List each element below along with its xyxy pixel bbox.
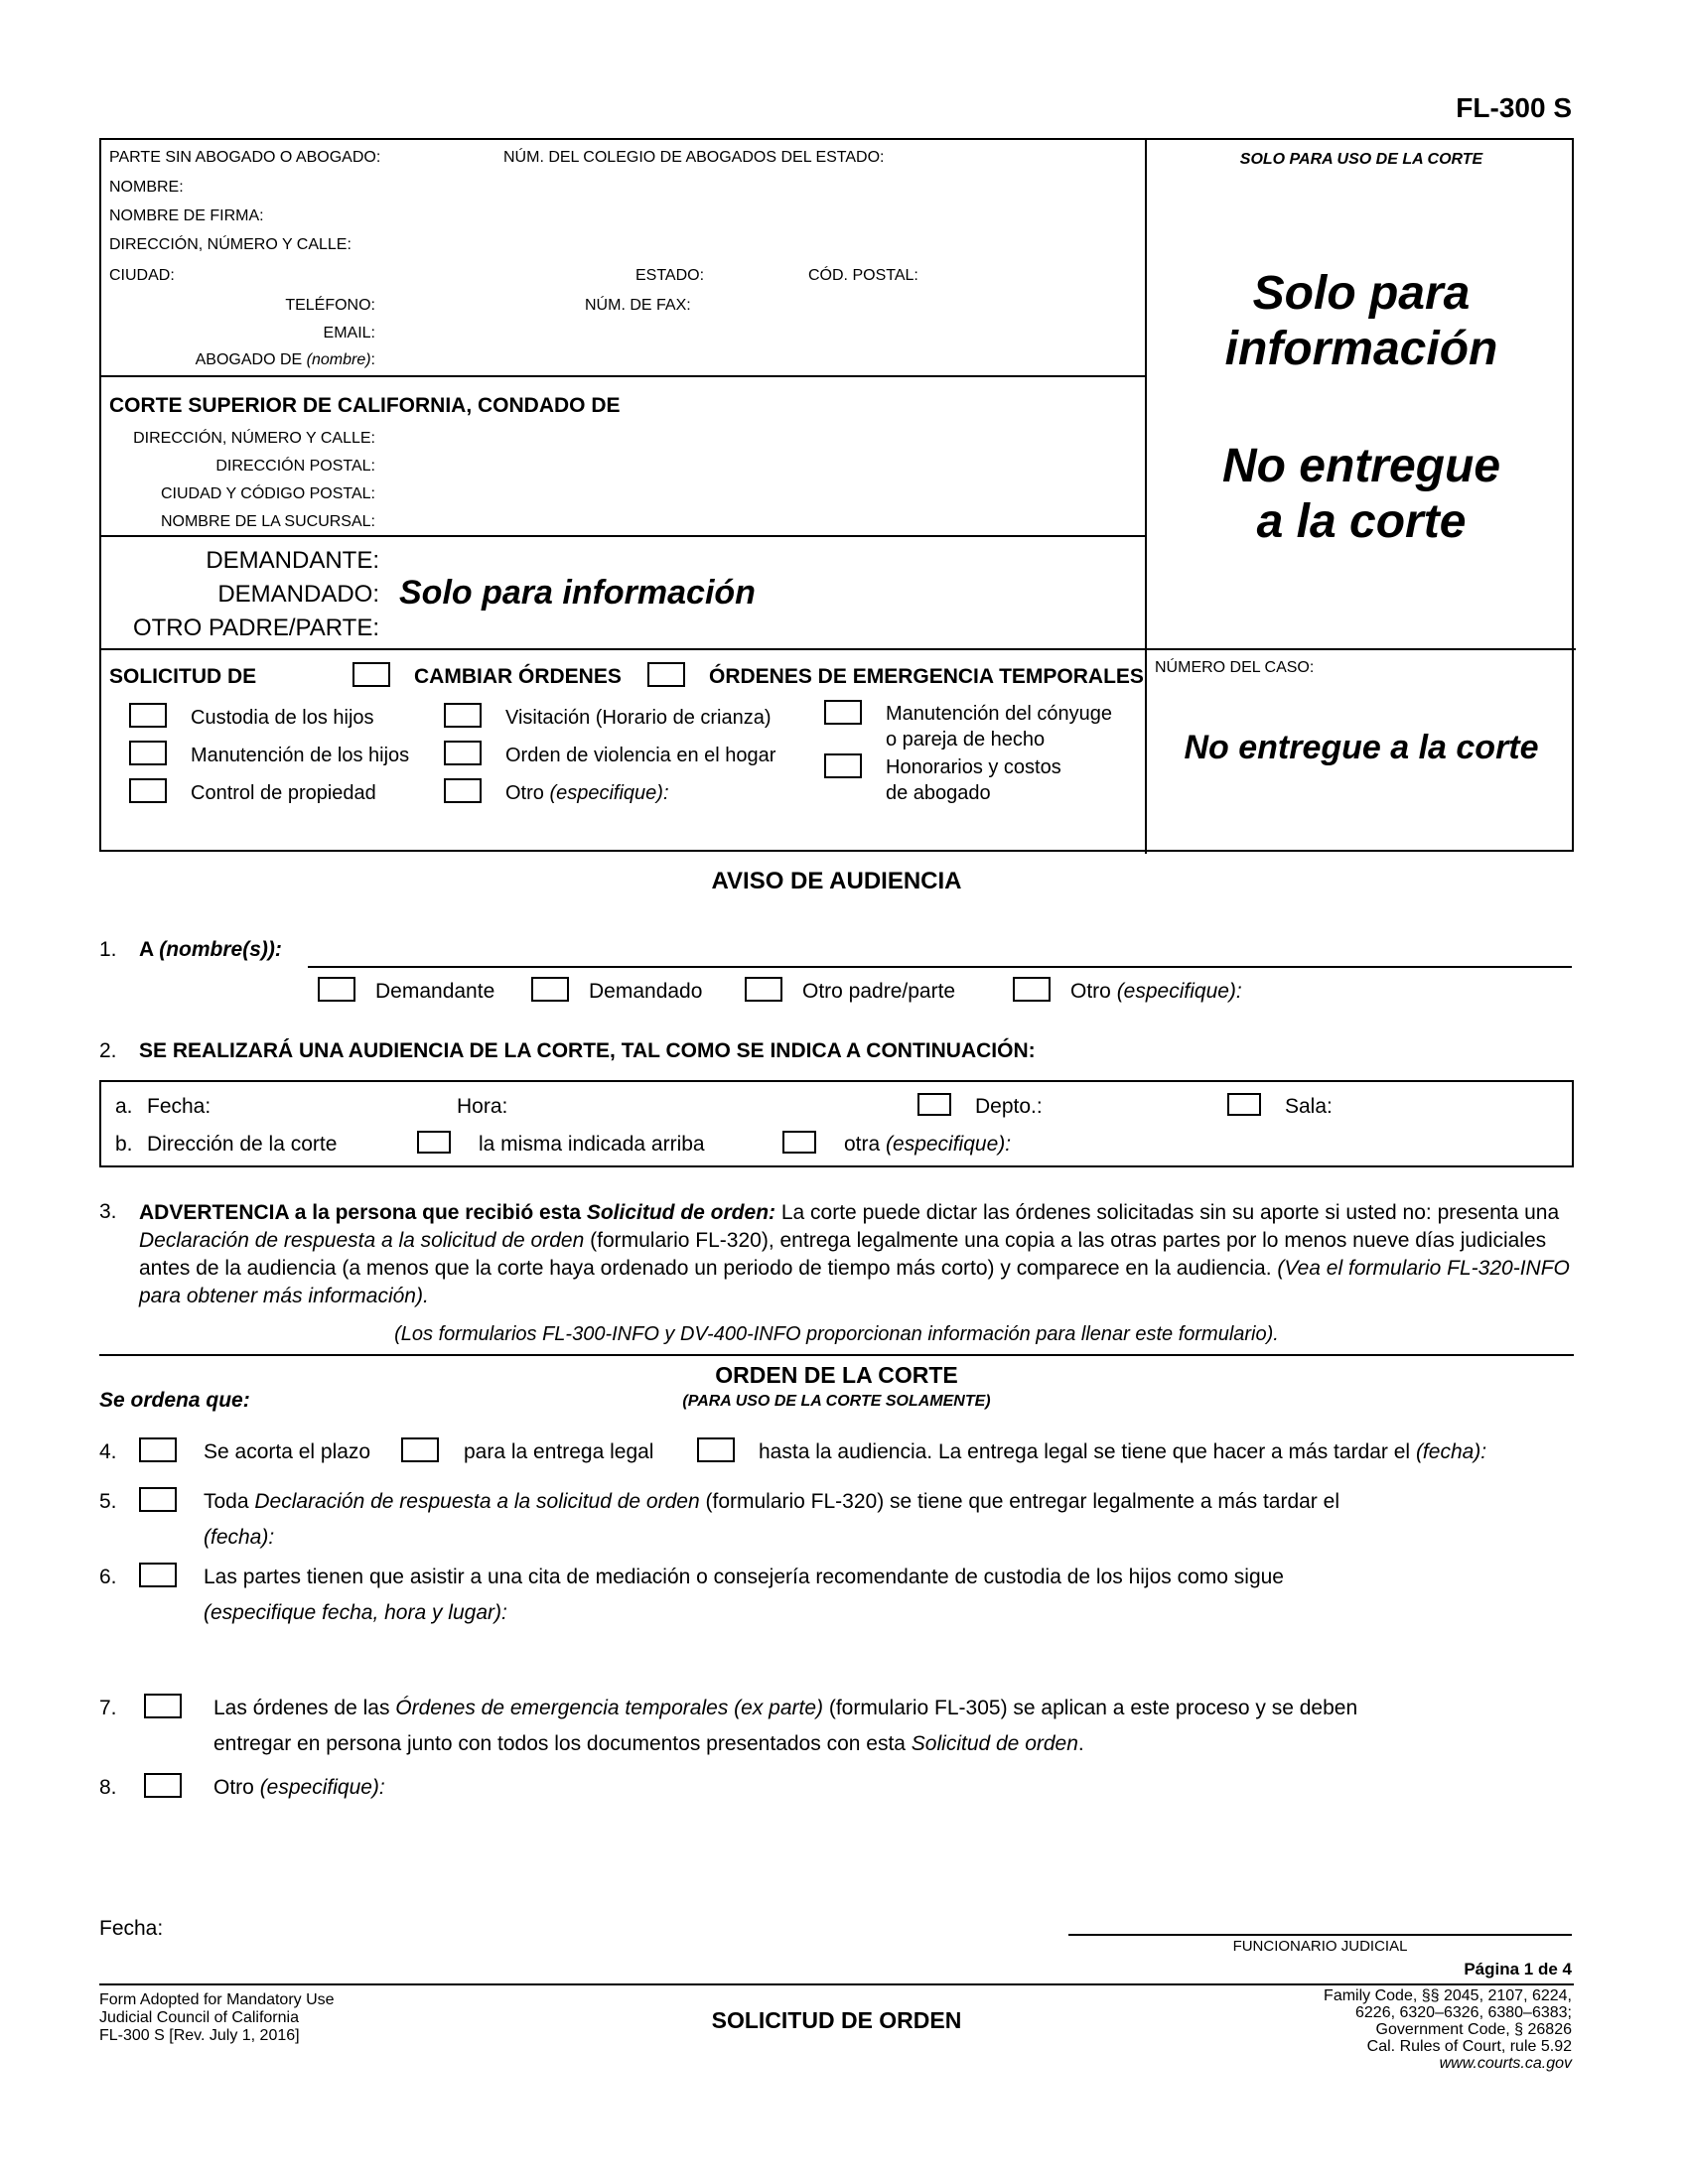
item4-hearing-checkbox[interactable] xyxy=(697,1437,735,1462)
item3-warning-text: ADVERTENCIA a la persona que recibió esta Solicitud de orden: La corte puede dictar las órdenes solicitadas sin su aporte si usted no: presenta una Declaración de respuesta a la solicitud de orden (formulario FL-320), entrega legalmente una copia a las otras partes por lo menos nueve días judiciales antes de la audiencia (a menos que la corte haya ordenado un periodo de tiempo más corto) y comparece en la audiencia. (Vea el formulario FL-320-INFO para obtener más información). xyxy=(139,1201,1570,1307)
visitation-label: Visitación (Horario de crianza) xyxy=(505,707,772,729)
court-street-label: DIRECCIÓN, NÚMERO Y CALLE: xyxy=(133,430,375,447)
property-control-label: Control de propiedad xyxy=(191,782,376,804)
court-order-title: ORDEN DE LA CORTE xyxy=(715,1362,958,1388)
footer-codes-line2: 6226, 6320–6326, 6380–6383; xyxy=(1355,2004,1572,2021)
court-order-subtitle: (PARA USO DE LA CORTE SOLAMENTE) xyxy=(682,1393,991,1410)
info-only-stamp-line2: información xyxy=(1224,323,1498,375)
dept-label: Depto.: xyxy=(975,1095,1043,1118)
case-number-label: NÚMERO DEL CASO: xyxy=(1155,659,1315,676)
it-is-ordered-label: Se ordena que: xyxy=(99,1389,250,1412)
request-other-label: Otro (especifique): xyxy=(505,782,669,804)
visitation-checkbox[interactable] xyxy=(444,703,482,728)
page-indicator: Página 1 de 4 xyxy=(1464,1960,1572,1979)
info-only-stamp-line1: Solo para xyxy=(1252,267,1471,320)
do-not-file-stamp-case: No entregue a la corte xyxy=(1184,729,1539,766)
spousal-support-label-line1: Manutención del cónyuge xyxy=(886,703,1112,725)
room-label: Sala: xyxy=(1285,1095,1333,1118)
item6-text: Las partes tienen que asistir a una cita de mediación o consejería recomendante de custodia de los hijos como sigue xyxy=(204,1566,1284,1588)
firm-name-label: NOMBRE DE FIRMA: xyxy=(109,207,264,224)
dv-order-checkbox[interactable] xyxy=(444,741,482,765)
judicial-officer-signature-line[interactable] xyxy=(1068,1934,1572,1936)
item1-to-label: A (nombre(s)): xyxy=(139,938,282,961)
item6-number: 6. xyxy=(99,1566,117,1588)
footer-divider xyxy=(99,1983,1574,1985)
item4-text1: Se acorta el plazo xyxy=(204,1440,371,1463)
item4-text2: para la entrega legal xyxy=(464,1440,654,1463)
item8-number: 8. xyxy=(99,1776,117,1799)
street-address-label: DIRECCIÓN, NÚMERO Y CALLE: xyxy=(109,236,352,253)
signature-date-label: Fecha: xyxy=(99,1917,164,1940)
superior-court-title: CORTE SUPERIOR DE CALIFORNIA, CONDADO DE xyxy=(109,394,621,417)
attorney-fees-label-line2: de abogado xyxy=(886,782,991,804)
item5-text: Toda Declaración de respuesta a la solicitud de orden (formulario FL-320) se tiene que entregar legalmente a más tardar el xyxy=(204,1490,1339,1513)
to-respondent-label: Demandado xyxy=(589,980,703,1003)
request-other-checkbox[interactable] xyxy=(444,778,482,803)
item2-number: 2. xyxy=(99,1039,117,1062)
change-orders-label: CAMBIAR ÓRDENES xyxy=(414,665,622,688)
to-petitioner-label: Demandante xyxy=(375,980,495,1003)
to-other-parent-label: Otro padre/parte xyxy=(802,980,956,1003)
court-use-only-box xyxy=(1147,140,1576,650)
phone-label: TELÉFONO: xyxy=(285,297,375,314)
email-label: EMAIL: xyxy=(323,325,375,341)
item5-date-label: (fecha): xyxy=(204,1526,275,1549)
item8-other-label: Otro (especifique): xyxy=(213,1776,385,1799)
spousal-support-checkbox[interactable] xyxy=(824,700,862,725)
judicial-officer-label: FUNCIONARIO JUDICIAL xyxy=(1232,1938,1408,1955)
respondent-label: DEMANDADO: xyxy=(217,581,379,608)
to-other-parent-checkbox[interactable] xyxy=(745,977,782,1002)
footer-website: www.courts.ca.gov xyxy=(1439,2055,1572,2072)
to-petitioner-checkbox[interactable] xyxy=(318,977,355,1002)
to-respondent-checkbox[interactable] xyxy=(531,977,569,1002)
party-without-attorney-label: PARTE SIN ABOGADO O ABOGADO: xyxy=(109,149,381,166)
item6-specify-label: (especifique fecha, hora y lugar): xyxy=(204,1601,507,1624)
do-not-file-stamp-line2: a la corte xyxy=(1256,495,1467,548)
room-checkbox[interactable] xyxy=(1227,1093,1261,1116)
to-other-label: Otro (especifique): xyxy=(1070,980,1242,1003)
child-custody-checkbox[interactable] xyxy=(129,703,167,728)
notice-of-hearing-title: AVISO DE AUDIENCIA xyxy=(711,868,962,894)
names-input-line[interactable] xyxy=(308,966,1572,968)
footer-codes-block xyxy=(1075,1987,1572,2072)
form-number: FL-300 S xyxy=(1456,92,1572,123)
city-label: CIUDAD: xyxy=(109,267,175,284)
case-number-box xyxy=(1147,650,1576,854)
request-caption-box xyxy=(101,650,1147,854)
footer-adopted-line2: Judicial Council of California xyxy=(99,2009,299,2026)
footer-adopted-line1: Form Adopted for Mandatory Use xyxy=(99,1991,335,2008)
row-b-letter: b. xyxy=(115,1133,133,1156)
item4-text3: hasta la audiencia. La entrega legal se tiene que hacer a más tardar el (fecha): xyxy=(759,1440,1487,1463)
court-city-zip-label: CIUDAD Y CÓDIGO POSTAL: xyxy=(160,485,375,502)
footer-form-title: SOLICITUD DE ORDEN xyxy=(711,2007,962,2033)
request-title: SOLICITUD DE xyxy=(109,665,257,688)
item5-number: 5. xyxy=(99,1490,117,1513)
emergency-orders-checkbox[interactable] xyxy=(647,662,685,687)
footer-codes-line4: Cal. Rules of Court, rule 5.92 xyxy=(1366,2038,1572,2055)
hearing-time-label: Hora: xyxy=(457,1095,508,1118)
attorney-fees-label-line1: Honorarios y costos xyxy=(886,756,1061,778)
info-forms-note: (Los formularios FL-300-INFO y DV-400-INFO proporcionan información para llenar este formulario). xyxy=(394,1323,1279,1345)
dept-checkbox[interactable] xyxy=(917,1093,951,1116)
item8-checkbox[interactable] xyxy=(144,1773,182,1798)
do-not-file-stamp-line1: No entregue xyxy=(1221,440,1501,492)
emergency-orders-label: ÓRDENES DE EMERGENCIA TEMPORALES xyxy=(709,665,1144,688)
item3-number: 3. xyxy=(99,1200,117,1223)
change-orders-checkbox[interactable] xyxy=(352,662,390,687)
caption-box xyxy=(99,138,1574,852)
other-parent-label: OTRO PADRE/PARTE: xyxy=(132,614,379,641)
court-use-only-label: SOLO PARA USO DE LA CORTE xyxy=(1239,151,1483,168)
court-address-same-label: la misma indicada arriba xyxy=(479,1133,705,1156)
spousal-support-label-line2: o pareja de hecho xyxy=(886,729,1046,751)
to-other-checkbox[interactable] xyxy=(1013,977,1051,1002)
court-address-other-checkbox[interactable] xyxy=(782,1131,816,1154)
dv-order-label: Orden de violencia en el hogar xyxy=(505,745,776,766)
attorney-caption-box xyxy=(101,140,1147,377)
item6-checkbox[interactable] xyxy=(139,1563,177,1587)
item7-text-line2: entregar en persona junto con todos los documentos presentados con esta Solicitud de orden. xyxy=(213,1732,1084,1755)
name-label: NOMBRE: xyxy=(109,179,184,196)
petitioner-label: DEMANDANTE: xyxy=(206,547,379,574)
state-bar-number-label: NÚM. DEL COLEGIO DE ABOGADOS DEL ESTADO: xyxy=(503,149,885,166)
item4-main-checkbox[interactable] xyxy=(139,1437,177,1462)
court-caption-box xyxy=(101,377,1147,537)
item1-number: 1. xyxy=(99,938,117,961)
hearing-details-box xyxy=(99,1080,1574,1167)
footer-adopted-line3: FL-300 S [Rev. July 1, 2016] xyxy=(99,2027,300,2044)
item7-text-line1: Las órdenes de las Órdenes de emergencia temporales (ex parte) (formulario FL-305) se aplican a este proceso y se deben xyxy=(213,1697,1358,1719)
attorney-for-label: ABOGADO DE (nombre): xyxy=(195,351,375,368)
property-control-checkbox[interactable] xyxy=(129,778,167,803)
court-address-label: Dirección de la corte xyxy=(147,1133,338,1156)
zip-label: CÓD. POSTAL: xyxy=(808,267,918,284)
state-label: ESTADO: xyxy=(635,267,705,284)
court-branch-label: NOMBRE DE LA SUCURSAL: xyxy=(160,513,375,530)
footer-codes-line1: Family Code, §§ 2045, 2107, 6224, xyxy=(1324,1987,1572,2004)
fax-label: NÚM. DE FAX: xyxy=(585,297,691,314)
child-support-checkbox[interactable] xyxy=(129,741,167,765)
row-a-letter: a. xyxy=(115,1095,133,1118)
item5-checkbox[interactable] xyxy=(139,1487,177,1512)
parties-caption-box xyxy=(101,537,1147,650)
footer-codes-line3: Government Code, § 26826 xyxy=(1375,2021,1572,2038)
court-order-divider xyxy=(99,1354,1574,1356)
child-custody-label: Custodia de los hijos xyxy=(191,707,374,729)
court-mailing-label: DIRECCIÓN POSTAL: xyxy=(215,458,375,475)
court-address-other-label: otra (especifique): xyxy=(844,1133,1012,1156)
child-support-label: Manutención de los hijos xyxy=(191,745,410,766)
item4-number: 4. xyxy=(99,1440,117,1463)
item7-number: 7. xyxy=(99,1697,117,1719)
hearing-date-label: Fecha: xyxy=(147,1095,211,1118)
attorney-fees-checkbox[interactable] xyxy=(824,753,862,778)
info-only-stamp: Solo para información xyxy=(399,574,756,612)
item2-text: SE REALIZARÁ UNA AUDIENCIA DE LA CORTE, TAL COMO SE INDICA A CONTINUACIÓN: xyxy=(139,1039,1036,1062)
court-address-same-checkbox[interactable] xyxy=(417,1131,451,1154)
item7-checkbox[interactable] xyxy=(144,1694,182,1718)
item4-service-checkbox[interactable] xyxy=(401,1437,439,1462)
